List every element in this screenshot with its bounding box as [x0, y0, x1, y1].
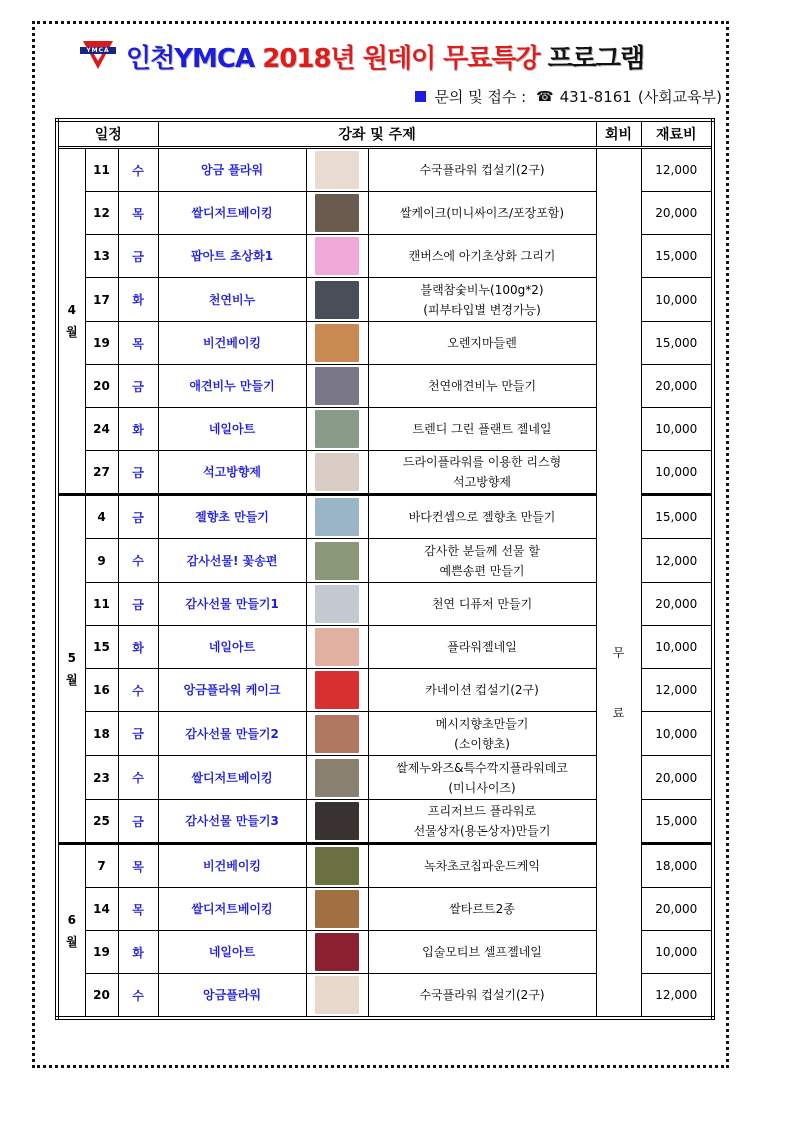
weekday-cell: 목: [118, 192, 158, 235]
day-cell: 11: [85, 148, 118, 192]
thumbnail-cell: [306, 669, 368, 712]
thumbnail-cell: [306, 888, 368, 931]
course-title: 감사선물 만들기3: [158, 800, 306, 844]
course-image: [315, 890, 359, 928]
course-title: 애견비누 만들기: [158, 365, 306, 408]
course-title: 감사선물! 꽃송편: [158, 539, 306, 583]
material-price: 20,000: [641, 583, 713, 626]
thumbnail-cell: [306, 365, 368, 408]
course-title: 젤향초 만들기: [158, 495, 306, 539]
course-title: 네일아트: [158, 626, 306, 669]
course-title: 쌀디저트베이킹: [158, 888, 306, 931]
material-price: 20,000: [641, 888, 713, 931]
course-image: [315, 933, 359, 971]
course-image: [315, 281, 359, 319]
thumbnail-cell: [306, 844, 368, 888]
course-title: 쌀디저트베이킹: [158, 756, 306, 800]
course-description: 바다컨셉으로 젤향초 만들기: [368, 495, 596, 539]
course-image: [315, 671, 359, 709]
day-cell: 13: [85, 235, 118, 278]
thumbnail-cell: [306, 974, 368, 1019]
weekday-cell: 화: [118, 931, 158, 974]
course-title: 천연비누: [158, 278, 306, 322]
course-description: 수국플라워 컵설기(2구): [368, 974, 596, 1019]
weekday-cell: 화: [118, 408, 158, 451]
day-cell: 20: [85, 974, 118, 1019]
bullet-square-icon: [415, 91, 426, 102]
day-cell: 11: [85, 583, 118, 626]
weekday-cell: 목: [118, 844, 158, 888]
thumbnail-cell: [306, 626, 368, 669]
weekday-cell: 수: [118, 756, 158, 800]
material-price: 10,000: [641, 712, 713, 756]
thumbnail-cell: [306, 235, 368, 278]
course-description: 캔버스에 아기초상화 그리기: [368, 235, 596, 278]
day-cell: 12: [85, 192, 118, 235]
day-cell: 16: [85, 669, 118, 712]
ymca-logo-icon: YMCA: [80, 41, 116, 71]
month-label: 6 월: [57, 844, 85, 1019]
weekday-cell: 화: [118, 626, 158, 669]
day-cell: 25: [85, 800, 118, 844]
course-image: [315, 453, 359, 491]
contact-info: [415, 86, 722, 107]
material-price: 20,000: [641, 365, 713, 408]
col-header-course: 강좌 및 주제: [158, 120, 596, 148]
course-description: 감사한 분들께 선물 할 예쁜송편 만들기: [368, 539, 596, 583]
course-description: 천연 디퓨저 만들기: [368, 583, 596, 626]
course-description: 트렌디 그린 플랜트 젤네일: [368, 408, 596, 451]
day-cell: 9: [85, 539, 118, 583]
course-title: 비건베이킹: [158, 322, 306, 365]
day-cell: 19: [85, 322, 118, 365]
title-program: 프로그램: [539, 43, 645, 74]
course-description: 쌀케이크(미니싸이즈/포장포함): [368, 192, 596, 235]
table-header-row: [57, 120, 713, 148]
course-description: 수국플라워 컵설기(2구): [368, 148, 596, 192]
material-price: 12,000: [641, 148, 713, 192]
day-cell: 19: [85, 931, 118, 974]
weekday-cell: 목: [118, 322, 158, 365]
day-cell: 17: [85, 278, 118, 322]
material-price: 10,000: [641, 408, 713, 451]
course-image: [315, 410, 359, 448]
material-price: 10,000: [641, 451, 713, 495]
course-image: [315, 628, 359, 666]
table-row: [57, 148, 713, 192]
course-title: 석고방향제: [158, 451, 306, 495]
weekday-cell: 수: [118, 148, 158, 192]
weekday-cell: 금: [118, 451, 158, 495]
course-title: 쌀디저트베이킹: [158, 192, 306, 235]
course-description: 녹차초코칩파운드케익: [368, 844, 596, 888]
phone-icon: ☎: [536, 88, 554, 105]
weekday-cell: 금: [118, 583, 158, 626]
thumbnail-cell: [306, 583, 368, 626]
weekday-cell: 금: [118, 365, 158, 408]
course-title: 네일아트: [158, 408, 306, 451]
thumbnail-cell: [306, 408, 368, 451]
course-image: [315, 194, 359, 232]
thumbnail-cell: [306, 322, 368, 365]
material-price: 15,000: [641, 495, 713, 539]
weekday-cell: 화: [118, 278, 158, 322]
course-image: [315, 585, 359, 623]
material-price: 12,000: [641, 669, 713, 712]
course-image: [315, 367, 359, 405]
thumbnail-cell: [306, 148, 368, 192]
thumbnail-cell: [306, 712, 368, 756]
thumbnail-cell: [306, 495, 368, 539]
course-title: 앙금플라워 케이크: [158, 669, 306, 712]
day-cell: 27: [85, 451, 118, 495]
material-price: 15,000: [641, 235, 713, 278]
material-price: 10,000: [641, 278, 713, 322]
weekday-cell: 수: [118, 669, 158, 712]
fee-free-cell: 무 료: [596, 148, 641, 1019]
course-image: [315, 542, 359, 580]
phone-number: 431-8161: [559, 87, 632, 106]
course-description: 입술모티브 셀프젤네일: [368, 931, 596, 974]
course-description: 플라워젤네일: [368, 626, 596, 669]
day-cell: 4: [85, 495, 118, 539]
title-event: 2018년 원데이 무료특강: [262, 43, 540, 74]
weekday-cell: 수: [118, 974, 158, 1019]
course-title: 앙금플라워: [158, 974, 306, 1019]
thumbnail-cell: [306, 278, 368, 322]
material-price: 20,000: [641, 756, 713, 800]
day-cell: 7: [85, 844, 118, 888]
material-price: 15,000: [641, 800, 713, 844]
day-cell: 20: [85, 365, 118, 408]
material-price: 12,000: [641, 539, 713, 583]
col-header-material: 재료비: [641, 120, 713, 148]
course-title: 감사선물 만들기2: [158, 712, 306, 756]
course-image: [315, 715, 359, 753]
material-price: 20,000: [641, 192, 713, 235]
day-cell: 24: [85, 408, 118, 451]
thumbnail-cell: [306, 756, 368, 800]
course-description: 드라이플라워를 이용한 리스형 석고방향제: [368, 451, 596, 495]
schedule-table: [55, 118, 715, 1020]
course-image: [315, 237, 359, 275]
thumbnail-cell: [306, 931, 368, 974]
weekday-cell: 금: [118, 800, 158, 844]
course-image: [315, 498, 359, 536]
course-title: 비건베이킹: [158, 844, 306, 888]
weekday-cell: 금: [118, 712, 158, 756]
day-cell: 15: [85, 626, 118, 669]
day-cell: 23: [85, 756, 118, 800]
course-description: 쌀제누와즈&특수깍지플라워데코 (미니사이즈): [368, 756, 596, 800]
title-row: [80, 38, 720, 74]
title-org: 인천YMCA: [126, 43, 263, 74]
month-label: 5 월: [57, 495, 85, 844]
course-image: [315, 759, 359, 797]
thumbnail-cell: [306, 800, 368, 844]
month-label: 4 월: [57, 148, 85, 495]
course-description: 블랙참숯비누(100g*2) (피부타입별 변경가능): [368, 278, 596, 322]
material-price: 12,000: [641, 974, 713, 1019]
course-image: [315, 976, 359, 1014]
course-description: 오렌지마들렌: [368, 322, 596, 365]
weekday-cell: 목: [118, 888, 158, 931]
course-title: 감사선물 만들기1: [158, 583, 306, 626]
day-cell: 14: [85, 888, 118, 931]
department: (사회교육부): [637, 88, 722, 106]
contact-label: 문의 및 접수 :: [434, 88, 527, 106]
col-header-fee: 회비: [596, 120, 641, 148]
weekday-cell: 금: [118, 235, 158, 278]
day-cell: 18: [85, 712, 118, 756]
weekday-cell: 수: [118, 539, 158, 583]
thumbnail-cell: [306, 539, 368, 583]
material-price: 10,000: [641, 931, 713, 974]
material-price: 18,000: [641, 844, 713, 888]
course-description: 프리저브드 플라워로 선물상자(용돈상자)만들기: [368, 800, 596, 844]
course-title: 팝아트 초상화1: [158, 235, 306, 278]
course-description: 메시지향초만들기 (소이향초): [368, 712, 596, 756]
course-title: 네일아트: [158, 931, 306, 974]
page-title: [126, 38, 644, 75]
material-price: 15,000: [641, 322, 713, 365]
course-image: [315, 802, 359, 840]
weekday-cell: 금: [118, 495, 158, 539]
course-description: 천연애견비누 만들기: [368, 365, 596, 408]
course-image: [315, 324, 359, 362]
col-header-schedule: 일정: [57, 120, 158, 148]
thumbnail-cell: [306, 451, 368, 495]
course-image: [315, 847, 359, 885]
course-description: 카네이션 컵설기(2구): [368, 669, 596, 712]
course-title: 앙금 플라워: [158, 148, 306, 192]
material-price: 10,000: [641, 626, 713, 669]
course-image: [315, 151, 359, 189]
thumbnail-cell: [306, 192, 368, 235]
course-description: 쌀타르트2종: [368, 888, 596, 931]
